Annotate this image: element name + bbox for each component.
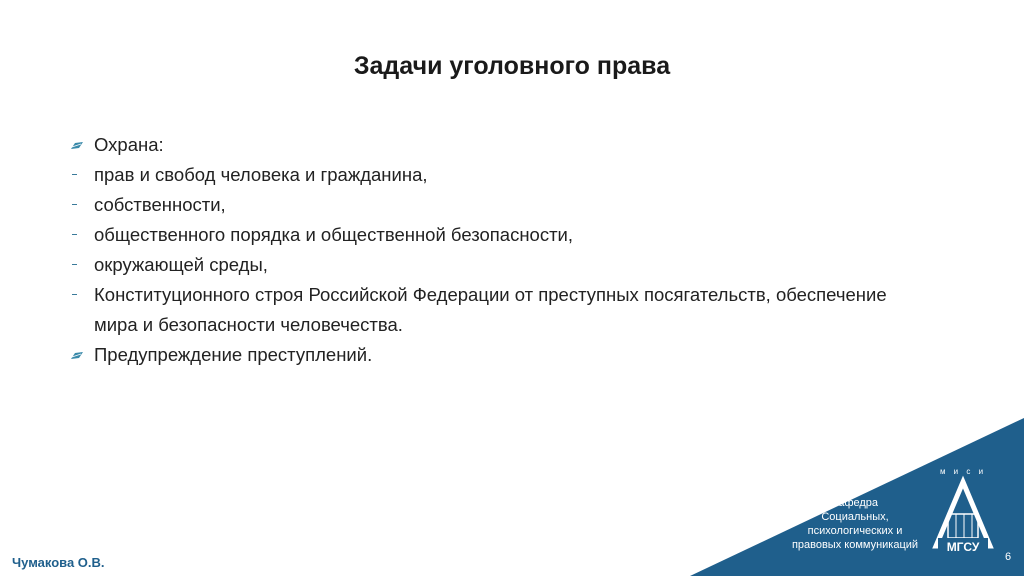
- department-line: Социальных,: [821, 511, 889, 523]
- department-line: правовых коммуникаций: [791, 539, 919, 551]
- list-item-text: окружающей среды,: [94, 254, 268, 275]
- svg-text:МГСУ: МГСУ: [946, 540, 980, 554]
- department-label: [780, 496, 930, 552]
- department-line: психологических и: [807, 525, 903, 537]
- list-item-text: Предупреждение преступлений.: [94, 344, 373, 365]
- svg-text:м и с и: м и с и: [939, 467, 987, 476]
- slide-title: Задачи уголовного права: [353, 52, 671, 80]
- list-item-text: собственности,: [94, 194, 226, 215]
- list-item-text: Охрана:: [94, 134, 164, 155]
- department-line: Кафедра: [831, 497, 879, 509]
- list-item-text: прав и свобод человека и гражданина,: [94, 164, 428, 185]
- page-number: 6: [1004, 551, 1012, 563]
- list-item-text: Конституционного строя Российской Федерации от преступных посягательств, обеспечение мира и безопасности человечества.: [94, 284, 887, 335]
- author-name: Чумакова О.В.: [12, 555, 105, 570]
- list-item-text: общественного порядка и общественной безопасности,: [94, 224, 574, 245]
- mgsu-logo-icon: [930, 462, 996, 554]
